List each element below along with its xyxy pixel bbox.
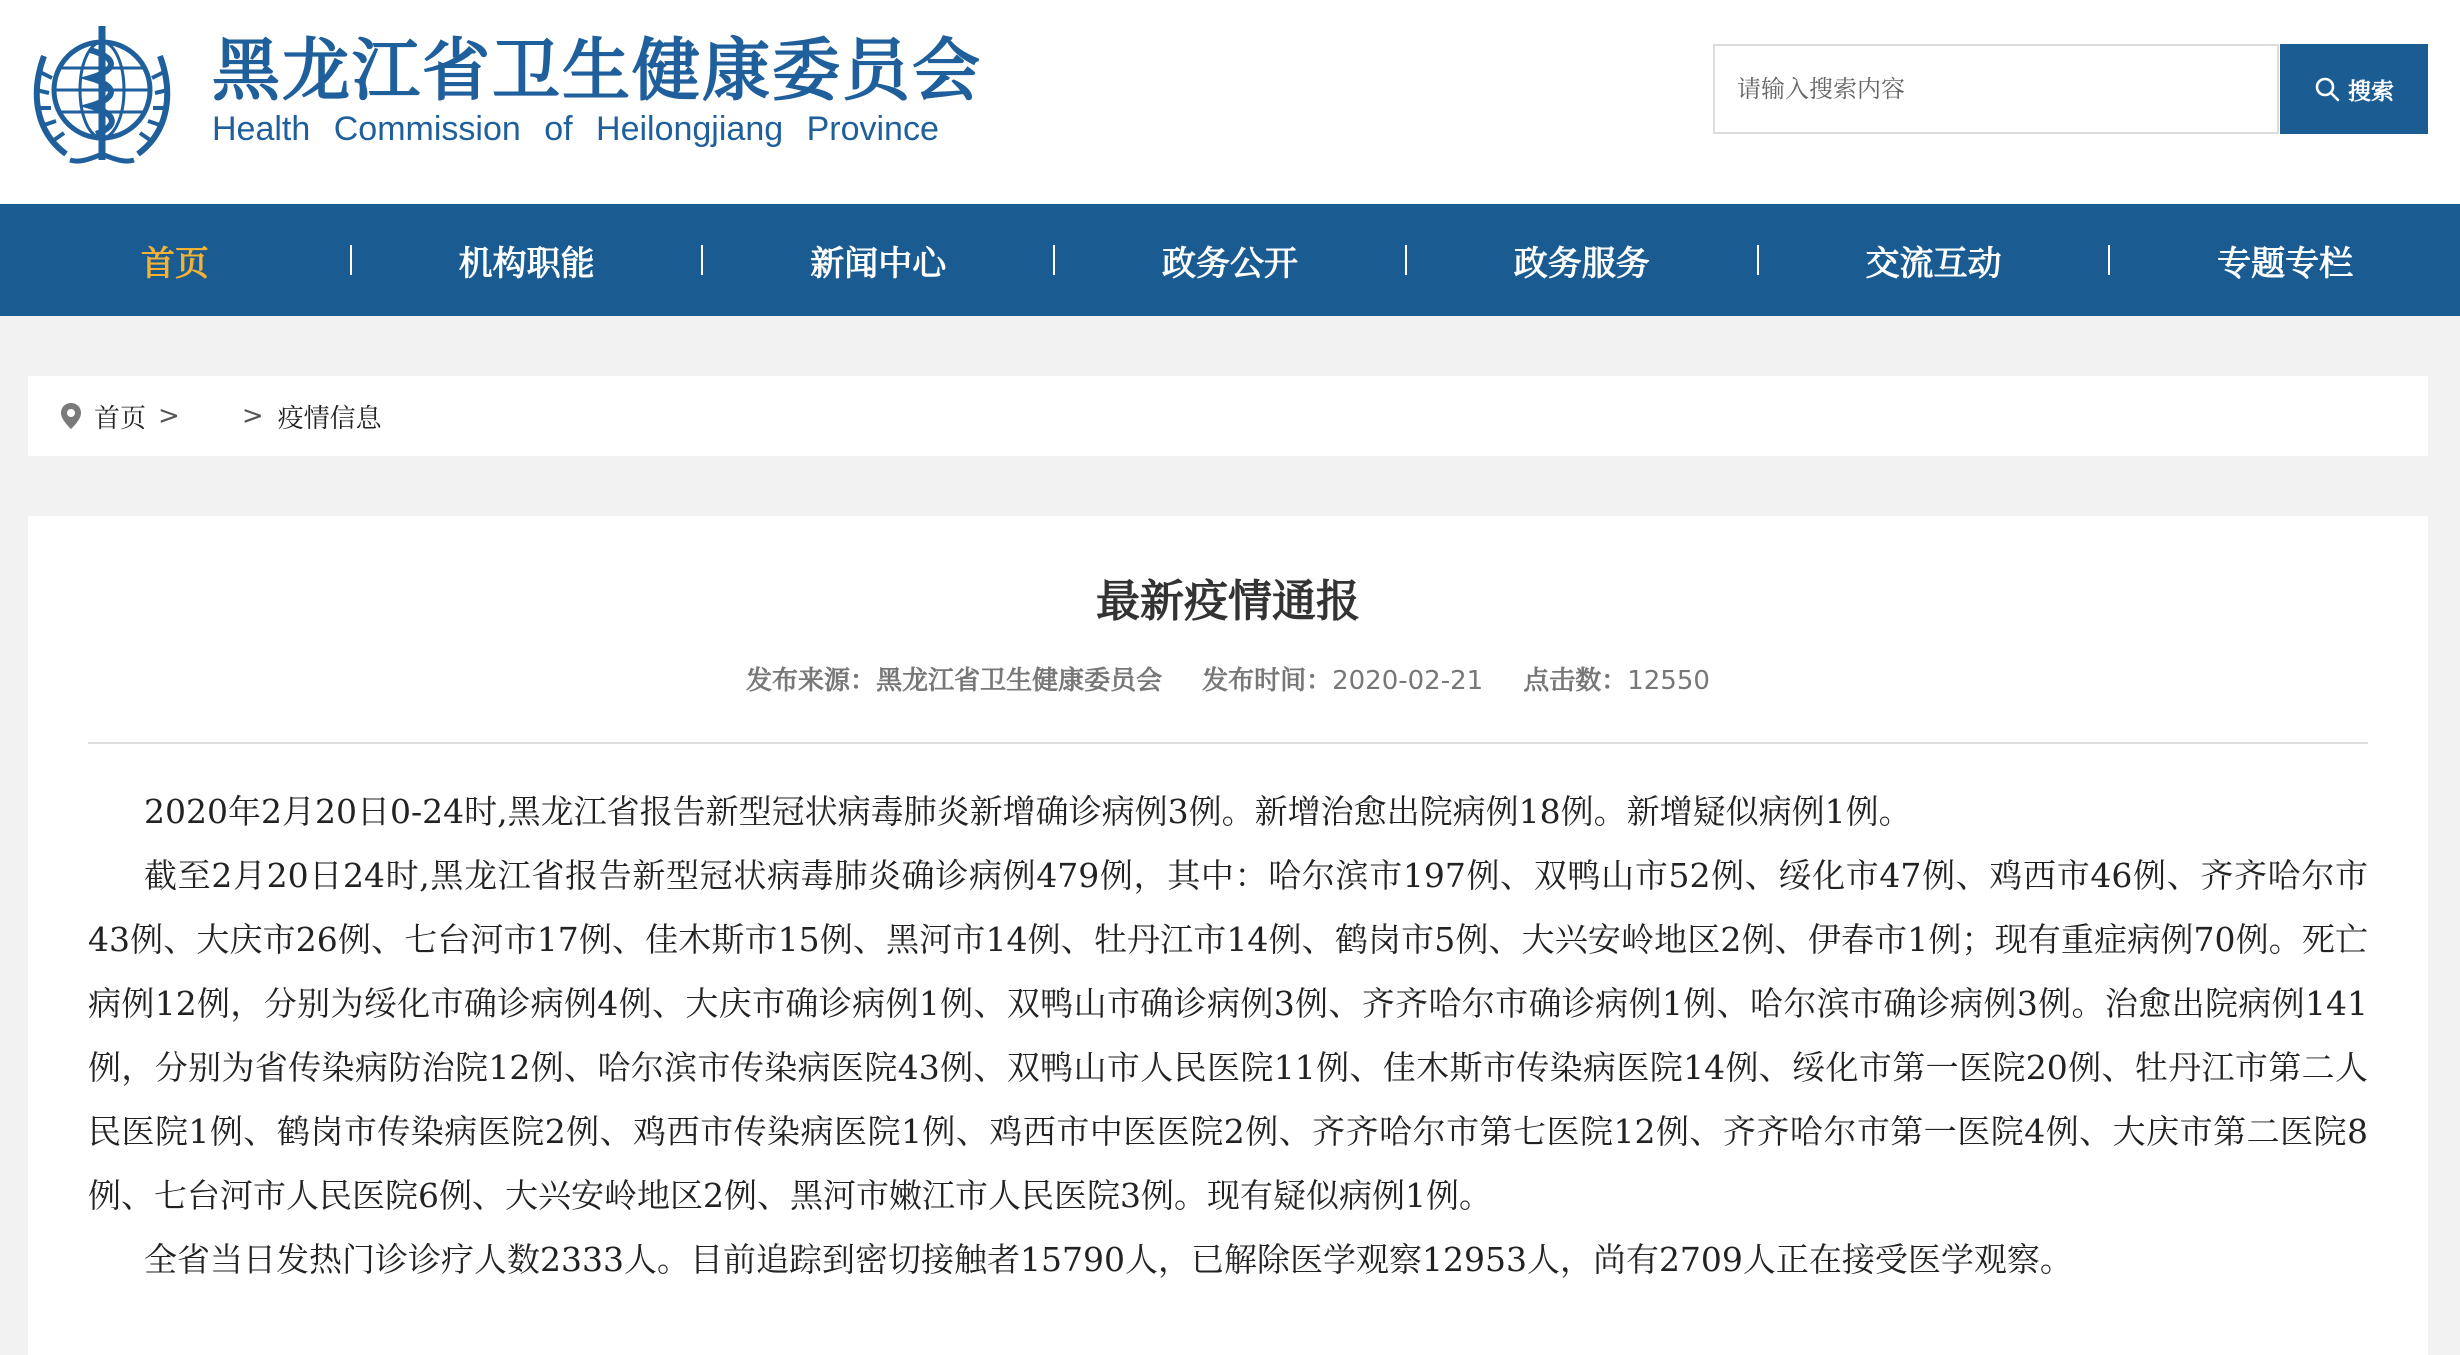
- search-button[interactable]: [2280, 44, 2428, 134]
- meta-time-label: 发布时间：: [1202, 666, 1333, 696]
- search-icon: [2314, 76, 2340, 102]
- breadcrumb-separator: >: [241, 401, 264, 431]
- meta-source: [746, 668, 1162, 694]
- article-paragraph: 全省当日发热门诊诊疗人数2333人。目前追踪到密切接触者15790人，已解除医学观察12953人，尚有2709人正在接受医学观察。: [144, 1240, 2073, 1279]
- meta-time-value: 2020-02-21: [1332, 666, 1484, 696]
- article: [28, 516, 2428, 1355]
- nav-item-organization[interactable]: 机构职能: [458, 243, 595, 284]
- site-name-en[interactable]: Health Commission of Heilongjiang Province: [212, 110, 939, 148]
- article-body: [88, 780, 2368, 1292]
- nav-item-special-topics[interactable]: 专题专栏: [2217, 243, 2354, 284]
- meta-hits-label: 点击数：: [1523, 666, 1628, 696]
- nav-item-government-affairs[interactable]: 政务公开: [1162, 243, 1299, 284]
- article-paragraph: 截至2月20日24时,黑龙江省报告新型冠状病毒肺炎确诊病例479例，其中：哈尔滨市197例、双鸭山市52例、绥化市47例、鸡西市46例、齐齐哈尔市43例、大庆市26例、七台河市17例、佳木斯市15例、黑河市14例、牡丹江市14例、鹤岗市5例、大兴安岭地区2例、伊春市1例；现有重症病例70例。死亡病例12例，分别为绥化市确诊病例4例、大庆市确诊病例1例、双鸭山市确诊病例3例、齐齐哈尔市确诊病例1例、哈尔滨市确诊病例3例。治愈出院病例141例，分别为省传染病防治院12例、哈尔滨市传染病医院43例、双鸭山市人民医院11例、佳木斯市传染病医院14例、绥化市第一医院20例、牡丹江市第二人民医院1例、鹤岗市传染病医院2例、鸡西市传染病医院1例、鸡西市中医医院2例、齐齐哈尔市第七医院12例、齐齐哈尔市第一医院4例、大庆市第二医院8例、七台河市人民医院6例、大兴安岭地区2例、黑河市嫩江市人民医院3例。现有疑似病例1例。: [88, 856, 2368, 1215]
- article-divider: [88, 742, 2368, 744]
- article-meta: [28, 668, 2428, 694]
- nav-item-government-services[interactable]: 政务服务: [1513, 243, 1650, 284]
- breadcrumb-home[interactable]: 首页: [94, 403, 147, 434]
- location-pin-icon: [60, 402, 82, 430]
- search-input[interactable]: [1715, 46, 2277, 132]
- breadcrumb: [28, 376, 2428, 456]
- meta-source-label: 发布来源：: [746, 666, 877, 696]
- nav-item-news[interactable]: 新闻中心: [810, 243, 947, 284]
- main-nav: [0, 204, 2460, 316]
- nav-item-interaction[interactable]: 交流互动: [1865, 243, 2002, 284]
- meta-hits: [1523, 668, 1710, 694]
- meta-hits-value: 12550: [1627, 666, 1710, 696]
- breadcrumb-separator: >: [158, 401, 180, 431]
- meta-source-value: 黑龙江省卫生健康委员会: [876, 666, 1163, 696]
- search-box: [1713, 44, 2279, 134]
- nav-item-home[interactable]: 首页: [140, 243, 209, 284]
- meta-time: [1202, 668, 1483, 694]
- site-header: [0, 0, 2460, 204]
- search-button-label: 搜索: [2348, 78, 2394, 105]
- site-name-cn[interactable]: 黑龙江省卫生健康委员会: [212, 32, 983, 111]
- who-emblem-icon[interactable]: [26, 14, 178, 166]
- article-paragraph: 2020年2月20日0-24时,黑龙江省报告新型冠状病毒肺炎新增确诊病例3例。新增治愈出院病例18例。新增疑似病例1例。: [144, 792, 1912, 831]
- breadcrumb-current[interactable]: 疫情信息: [277, 403, 382, 434]
- article-title: 最新疫情通报: [1096, 576, 1360, 627]
